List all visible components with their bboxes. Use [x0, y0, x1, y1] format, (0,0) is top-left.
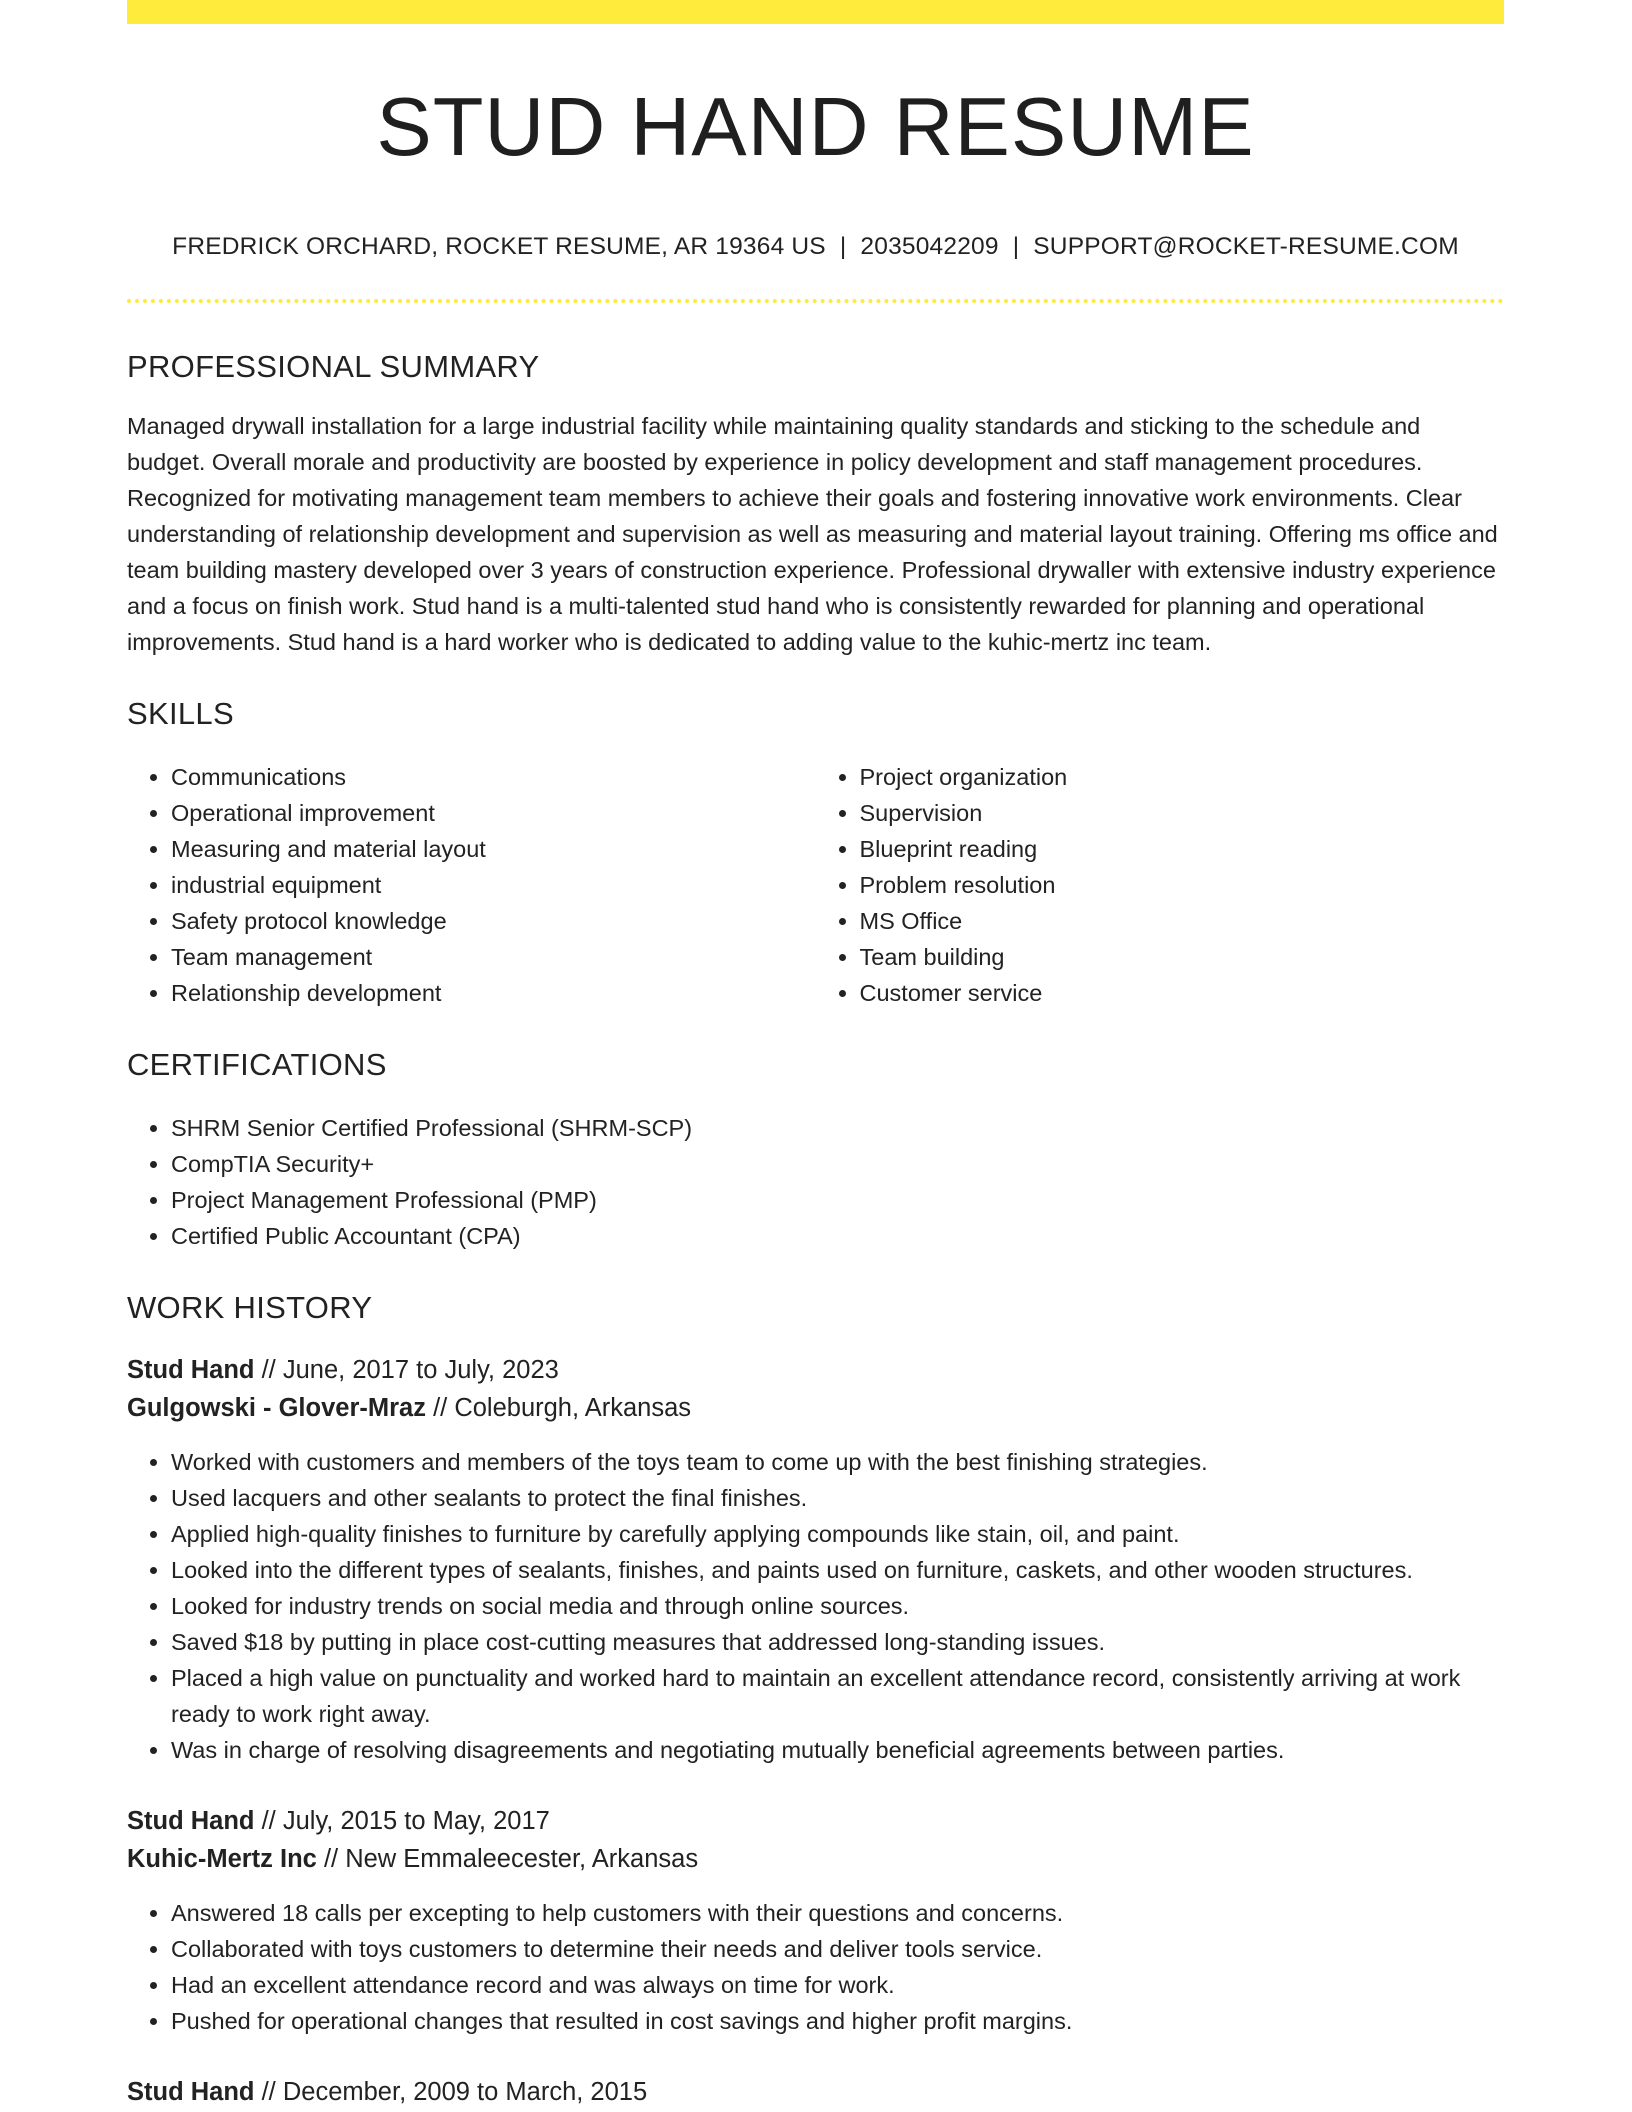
job-role: Stud Hand — [127, 2077, 255, 2106]
job-role-line — [127, 2073, 1504, 2111]
section-title-work-history: WORK HISTORY — [127, 1289, 373, 1325]
job-bullet: • Looked into the different types of sealants, finishes, and paints used on furniture, caskets, and other wooden structures. — [171, 1552, 1504, 1588]
skills-list-right — [816, 759, 1505, 1011]
contact-line — [127, 235, 1504, 260]
skill-item: • industrial equipment — [171, 867, 816, 903]
resume-page — [127, 0, 1504, 2111]
skill-item: • Operational improvement — [171, 795, 816, 831]
job-bullet: • Was in charge of resolving disagreements and negotiating mutually beneficial agreements between parties. — [171, 1732, 1504, 1768]
skill-item: • Project organization — [860, 759, 1505, 795]
dotted-divider — [127, 299, 1504, 303]
job-role-line — [127, 1802, 1504, 1840]
skills-list-left — [127, 759, 816, 1011]
job-company: Kuhic-Mertz Inc — [127, 1844, 317, 1873]
skill-item: • MS Office — [860, 903, 1505, 939]
skill-item: • Team building — [860, 939, 1505, 975]
job-bullet: • Placed a high value on punctuality and worked hard to maintain an excellent attendance record, consistently arriving at work ready to work right away. — [171, 1660, 1504, 1732]
job-dates: // July, 2015 to May, 2017 — [261, 1806, 550, 1835]
section-title-certifications: CERTIFICATIONS — [127, 1046, 387, 1082]
skill-item: • Team management — [171, 939, 816, 975]
contact-separator: | — [839, 233, 847, 260]
job-bullet: • Pushed for operational changes that resulted in cost savings and higher profit margins. — [171, 2003, 1504, 2039]
job-bullet: • Worked with customers and members of the toys team to come up with the best finishing strategies. — [171, 1444, 1504, 1480]
job-bullets — [127, 1895, 1504, 2039]
section-title-summary: PROFESSIONAL SUMMARY — [127, 348, 540, 384]
job-role: Stud Hand — [127, 1355, 255, 1384]
summary-text: Managed drywall installation for a large industrial facility while maintaining quality standards and sticking to the schedule and budget. Overall morale and productivity are boosted by experience in policy development and staff management procedures. Recognized for motivating management team members to achieve their goals and fostering innovative work environments. Clear understanding of relationship development and supervision as well as measuring and material layout training. Offering ms office and team building mastery developed over 3 years of construction experience. Professional drywaller with extensive industry experience and a focus on finish work. Stud hand is a multi-talented stud hand who is consistently rewarded for planning and operational improvements. Stud hand is a hard worker who is dedicated to adding value to the kuhic-mertz inc team. — [127, 412, 1498, 655]
certification-item: • Certified Public Accountant (CPA) — [171, 1218, 1504, 1254]
job-role: Stud Hand — [127, 1806, 255, 1835]
certification-item: • CompTIA Security+ — [171, 1146, 1504, 1182]
job-bullet: • Used lacquers and other sealants to protect the final finishes. — [171, 1480, 1504, 1516]
job-bullet: • Answered 18 calls per excepting to help customers with their questions and concerns. — [171, 1895, 1504, 1931]
contact-phone: 2035042209 — [860, 233, 999, 260]
job-dates: // June, 2017 to July, 2023 — [261, 1355, 559, 1384]
skill-item: • Blueprint reading — [860, 831, 1505, 867]
skill-item: • Communications — [171, 759, 816, 795]
job-bullet: • Had an excellent attendance record and was always on time for work. — [171, 1967, 1504, 2003]
job-company: Gulgowski - Glover-Mraz — [127, 1393, 426, 1422]
job-bullet: • Applied high-quality finishes to furniture by carefully applying compounds like stain, oil, and paint. — [171, 1516, 1504, 1552]
job-location: // Coleburgh, Arkansas — [433, 1393, 692, 1422]
job-bullet: • Saved $18 by putting in place cost-cutting measures that addressed long-standing issues. — [171, 1624, 1504, 1660]
skill-item: • Customer service — [860, 975, 1505, 1011]
job-company-line — [127, 1389, 1504, 1427]
skill-item: • Measuring and material layout — [171, 831, 816, 867]
skill-item: • Safety protocol knowledge — [171, 903, 816, 939]
skill-item: • Relationship development — [171, 975, 816, 1011]
skill-item: • Supervision — [860, 795, 1505, 831]
job-location: // New Emmaleecester, Arkansas — [323, 1844, 699, 1873]
job-bullet: • Looked for industry trends on social media and through online sources. — [171, 1588, 1504, 1624]
job-bullet: • Collaborated with toys customers to determine their needs and deliver tools service. — [171, 1931, 1504, 1967]
contact-email: SUPPORT@ROCKET-RESUME.COM — [1033, 233, 1459, 260]
job-dates: // December, 2009 to March, 2015 — [261, 2077, 648, 2106]
skills-columns — [127, 759, 1504, 1011]
contact-separator: | — [1012, 233, 1020, 260]
job-role-line — [127, 1351, 1504, 1389]
job-bullets — [127, 1444, 1504, 1768]
job-entry — [127, 1802, 1504, 2039]
accent-top-bar — [127, 0, 1504, 24]
job-entry — [127, 1351, 1504, 1768]
certification-item: • SHRM Senior Certified Professional (SHRM-SCP) — [171, 1110, 1504, 1146]
job-company-line — [127, 1840, 1504, 1878]
section-title-skills: SKILLS — [127, 695, 234, 731]
certifications-list — [127, 1110, 1504, 1254]
resume-title: STUD HAND RESUME — [376, 80, 1255, 173]
skill-item: • Problem resolution — [860, 867, 1505, 903]
job-entry — [127, 2073, 1504, 2111]
certification-item: • Project Management Professional (PMP) — [171, 1182, 1504, 1218]
contact-address: FREDRICK ORCHARD, ROCKET RESUME, AR 19364 US — [172, 233, 826, 260]
